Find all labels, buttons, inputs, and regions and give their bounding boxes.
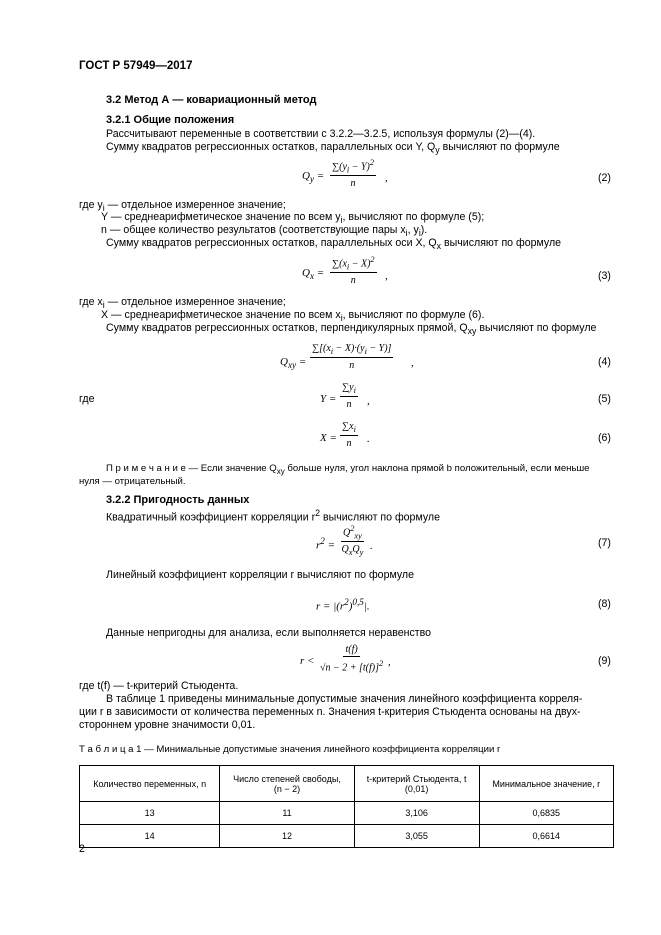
table-cell: 13 — [80, 802, 220, 825]
formula-7-number: (7) — [598, 537, 611, 549]
table-cell: 14 — [80, 825, 220, 848]
formula-2-lhs: $Q_y$ = — [302, 170, 325, 185]
document-standard-header: ГОСТ Р 57949—2017 — [79, 60, 193, 72]
table-header-row — [80, 766, 614, 802]
formula-6-fraction: $\frac{\sum x_i}{n}$ — [342, 421, 356, 449]
formula-5-number: (5) — [598, 393, 611, 405]
qxy-intro: Сумму квадратов регрессионных остатков, перпендикулярных прямой, $Q_{xy}$ вычисляют по формуле — [106, 322, 597, 337]
table-cell: 0,6835 — [479, 802, 613, 825]
formula-3-comma: , — [385, 270, 388, 282]
where-label: где — [79, 393, 95, 405]
formula-3-lhs: $Q_x$ = — [302, 267, 325, 282]
formula-8-number: (8) — [598, 598, 611, 610]
qy-intro: Сумму квадратов регрессионных остатков, параллельных оси Y, $Q_y$ вычисляют по формуле — [106, 141, 560, 156]
formula-9-number: (9) — [598, 655, 611, 667]
where-Y: Y — среднеарифметическое значение по всем $y_i$, вычисляют по формуле (5); — [101, 211, 485, 226]
formula-7-fraction: $Q^2_{xy}$ $Q_xQ_y$ — [341, 524, 364, 558]
table-cell: 0,6614 — [479, 825, 613, 848]
formula-7-period: . — [370, 540, 373, 552]
section-title: 3.2 Метод А — ковариационный метод — [106, 94, 317, 106]
where-yi: где $y_i$ — отдельное измеренное значение; — [79, 199, 286, 214]
where-xi: где $x_i$ — отдельное измеренное значение; — [79, 296, 286, 311]
para-line-2: ции r в зависимости от количества переменных n. Значения t-критерия Стьюдента основаны на двух- — [79, 706, 581, 718]
table-cell: 3,106 — [354, 802, 479, 825]
intro-paragraph: Рассчитывают переменные в соответствии с 3.2.2—3.2.5, используя формулы (2)—(4). — [106, 128, 536, 140]
para-line-3: стороннем уровне значимости 0,01. — [79, 719, 256, 731]
table-cell: 12 — [220, 825, 354, 848]
formula-3-fraction: $\frac{\sum(x_i - X)^2}{n}$ — [332, 255, 375, 287]
qx-intro: Сумму квадратов регрессионных остатков, параллельных оси X, $Q_x$ вычисляют по формуле — [106, 237, 562, 252]
formula-5-fraction: $\frac{\sum y_i}{n}$ — [342, 382, 356, 410]
formula-4-lhs: $Q_{xy}$ = — [280, 356, 307, 371]
formula-4-fraction: $\frac{\sum[(x_i - X)\cdot(y_i - Y)]}{n}$ — [312, 343, 392, 371]
r-intro: Линейный коэффициент корреляции r вычисляют по формуле — [106, 569, 414, 581]
min-values-table — [79, 765, 614, 848]
formula-5-lhs: Y = — [320, 393, 337, 405]
formula-4-comma: , — [411, 357, 414, 369]
table-row — [80, 802, 614, 825]
formula-8: $r = |(r^2)^{0,5}|$. — [316, 597, 370, 613]
formula-6-number: (6) — [598, 432, 611, 444]
formula-2-fraction: $\frac{\sum(y_i - Y)^2}{n}$ — [332, 158, 375, 190]
formula-4-number: (4) — [598, 356, 611, 368]
table-caption: Т а б л и ц а 1 — Минимальные допустимые значения линейного коэффициента корреляции r — [79, 744, 501, 755]
page-number: 2 — [79, 843, 85, 855]
para-line-1: В таблице 1 приведены минимальные допустимые значения линейного коэффициента корреля- — [106, 693, 583, 705]
note-line-1: П р и м е ч а н и е — Если значение $Q_{xy}$ больше нуля, угол наклона прямой b положительный, если меньше — [106, 463, 590, 476]
formula-6-period: . — [367, 433, 370, 445]
formula-2-number: (2) — [598, 172, 611, 184]
subsection-title-data-fitness: 3.2.2 Пригодность данных — [106, 494, 250, 506]
formula-7-lhs: $r^2$ = — [316, 536, 336, 552]
table-cell: 11 — [220, 802, 354, 825]
formula-2-comma: , — [385, 172, 388, 184]
subsection-title-general: 3.2.1 Общие положения — [106, 114, 235, 126]
where-n: n — общее количество результатов (соответствующие пары $x_i$, $y_i$). — [101, 224, 428, 239]
note-line-2: нуля — отрицательный. — [79, 476, 186, 487]
where-tf: где t(f) — t-критерий Стьюдента. — [79, 680, 239, 692]
where-X: X — среднеарифметическое значение по всем $x_i$, вычисляют по формуле (6). — [101, 309, 485, 324]
table-cell: 3,055 — [354, 825, 479, 848]
formula-9-fraction: $\frac{t(f)}{√n - 2 + [t(f)]^2}$ — [320, 644, 384, 674]
table-row — [80, 825, 614, 848]
formula-9-lhs: r < — [300, 655, 315, 667]
formula-5-comma: , — [367, 395, 370, 407]
formula-6-lhs: X = — [320, 432, 337, 444]
r2-intro: Квадратичный коэффициент корреляции $r^2$ вычисляют по формуле — [106, 508, 440, 524]
table-header-cell: Число степеней свободы, (n − 2) — [220, 766, 354, 802]
table-header-cell: Минимальное значение, r — [479, 766, 613, 802]
table-header-cell: Количество переменных, n — [80, 766, 220, 802]
table-header-cell: t-критерий Стьюдента, t (0,01) — [354, 766, 479, 802]
unfit-intro: Данные непригодны для анализа, если выполняется неравенство — [106, 627, 432, 639]
formula-9-comma: , — [388, 656, 391, 668]
formula-3-number: (3) — [598, 270, 611, 282]
